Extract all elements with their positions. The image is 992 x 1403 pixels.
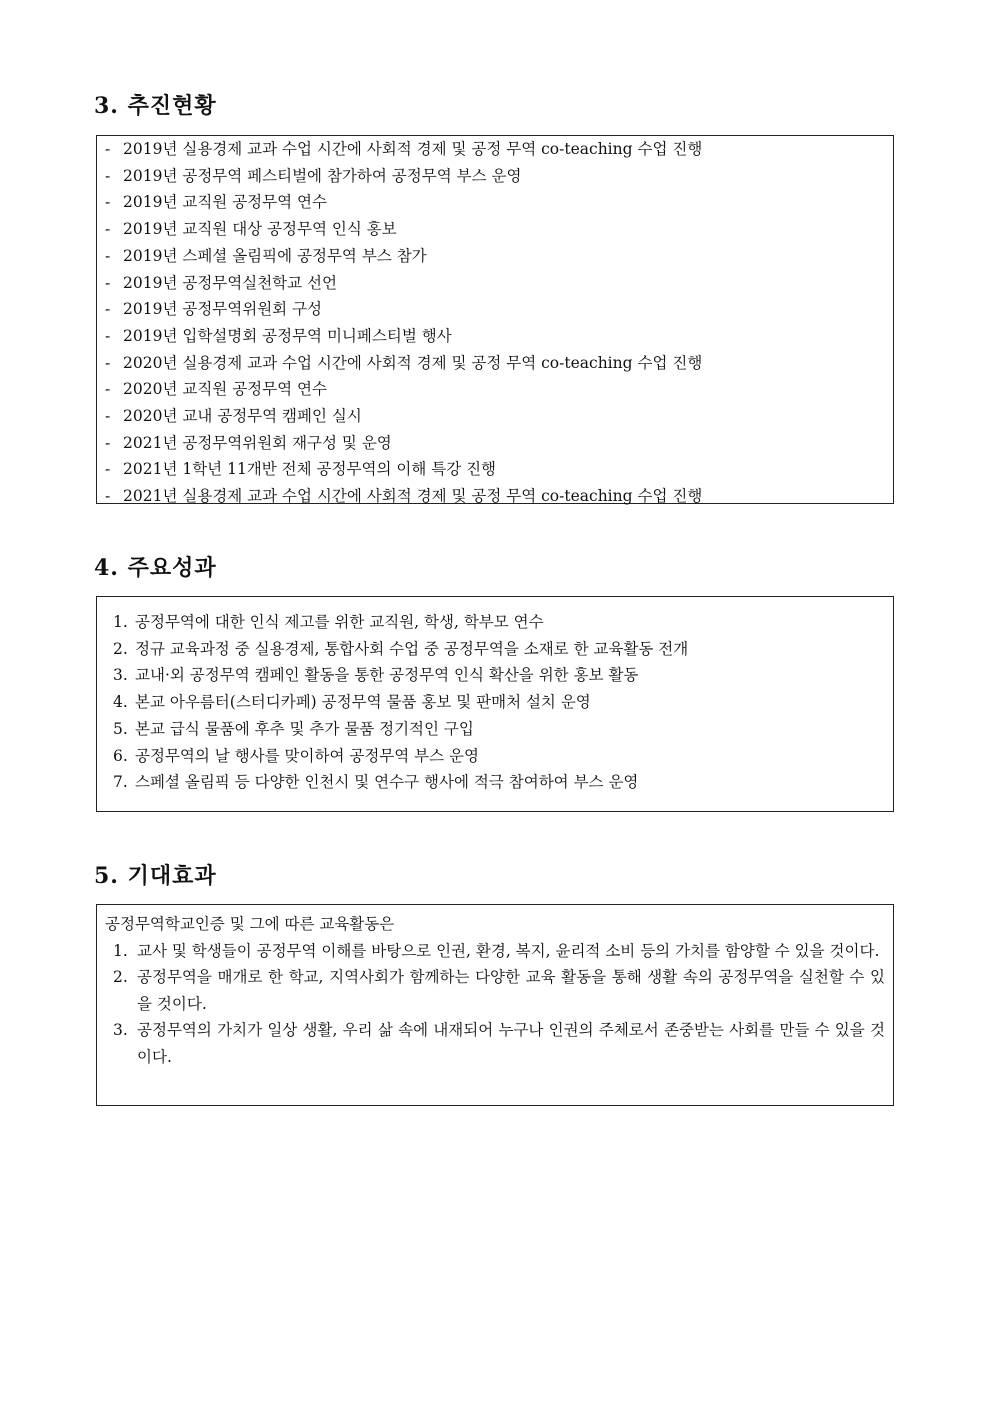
effect-text: 공정무역의 가치가 일상 생활, 우리 삶 속에 내재되어 누구나 인권의 주체로서 존중받는 사회를 만들 수 있을 것이다. [137, 1021, 885, 1066]
status-item [97, 296, 893, 323]
achievements-box [96, 596, 894, 812]
achievement-number: 2. [113, 639, 128, 658]
achievement-item [97, 689, 893, 716]
effects-list [97, 938, 893, 1071]
effect-item [97, 938, 893, 965]
status-item-text: 2021년 1학년 11개반 전체 공정무역의 이해 특강 진행 [123, 460, 497, 479]
dash-bullet: - [105, 246, 111, 265]
dash-bullet: - [105, 273, 111, 292]
effect-text: 공정무역을 매개로 한 학교, 지역사회가 함께하는 다양한 교육 활동을 통해 생활 속의 공정무역을 실천할 수 있을 것이다. [137, 968, 885, 1013]
achievement-text: 공정무역의 날 행사를 맞이하여 공정무역 부스 운영 [135, 746, 479, 765]
effect-item [97, 1017, 893, 1070]
dash-bullet: - [105, 193, 111, 212]
status-box [96, 135, 894, 504]
status-item-text: 2019년 공정무역실천학교 선언 [123, 273, 338, 292]
status-item [97, 483, 893, 510]
status-item-text: 2019년 교직원 대상 공정무역 인식 홍보 [123, 220, 397, 239]
section-title-status: 3. 추진현황 [94, 93, 217, 119]
effects-intro: 공정무역학교인증 및 그에 따른 교육활동은 [105, 915, 395, 933]
dash-bullet: - [105, 326, 111, 345]
status-item [97, 243, 893, 270]
status-item-text: 2019년 스페셜 올림픽에 공정무역 부스 참가 [123, 246, 427, 265]
dash-bullet: - [105, 407, 111, 426]
achievements-list [97, 609, 893, 796]
status-item [97, 189, 893, 216]
dash-bullet: - [105, 380, 111, 399]
dash-bullet: - [105, 460, 111, 479]
effects-box [96, 904, 894, 1106]
status-item [97, 216, 893, 243]
section-title-achievements: 4. 주요성과 [94, 555, 217, 581]
status-item-text: 2021년 공정무역위원회 재구성 및 운영 [123, 433, 392, 452]
effect-number: 2. [113, 968, 128, 986]
effect-number: 3. [113, 1021, 128, 1039]
dash-bullet: - [105, 433, 111, 452]
effect-number: 1. [113, 941, 128, 960]
effect-text: 교사 및 학생들이 공정무역 이해를 바탕으로 인권, 환경, 복지, 윤리적 소비 등의 가치를 함양할 수 있을 것이다. [137, 941, 880, 960]
achievement-number: 6. [113, 746, 128, 765]
achievement-text: 정규 교육과정 중 실용경제, 통합사회 수업 중 공정무역을 소재로 한 교육활동 전개 [135, 639, 689, 658]
status-item-text: 2019년 실용경제 교과 수업 시간에 사회적 경제 및 공정 무역 co-teaching 수업 진행 [123, 140, 703, 158]
achievement-item [97, 769, 893, 796]
achievement-number: 3. [113, 666, 128, 685]
section-title-effects: 5. 기대효과 [94, 863, 217, 889]
status-item [97, 376, 893, 403]
dash-bullet: - [105, 353, 111, 372]
status-item [97, 350, 893, 377]
achievement-number: 1. [113, 613, 128, 631]
status-item [97, 403, 893, 430]
dash-bullet: - [105, 487, 111, 506]
achievement-text: 스페셜 올림픽 등 다양한 인천시 및 연수구 행사에 적극 참여하여 부스 운영 [135, 773, 639, 792]
status-item [97, 270, 893, 297]
achievement-item [97, 609, 893, 636]
achievement-text: 본교 급식 물품에 후추 및 추가 물품 정기적인 구입 [135, 719, 474, 738]
effect-item [97, 964, 893, 1017]
status-item-text: 2021년 실용경제 교과 수업 시간에 사회적 경제 및 공정 무역 co-teaching 수업 진행 [123, 487, 703, 506]
dash-bullet: - [105, 300, 111, 319]
status-item-text: 2019년 입학설명회 공정무역 미니페스티벌 행사 [123, 326, 452, 345]
status-item-text: 2019년 공정무역위원회 구성 [123, 300, 323, 319]
achievement-text: 공정무역에 대한 인식 제고를 위한 교직원, 학생, 학부모 연수 [135, 613, 544, 631]
achievement-number: 4. [113, 693, 128, 712]
achievement-text: 본교 아우름터(스터디카페) 공정무역 물품 홍보 및 판매처 설치 운영 [135, 693, 591, 712]
achievement-item [97, 662, 893, 689]
status-item [97, 323, 893, 350]
status-item-text: 2020년 교내 공정무역 캠페인 실시 [123, 407, 362, 426]
dash-bullet: - [105, 140, 111, 158]
status-item-text: 2020년 실용경제 교과 수업 시간에 사회적 경제 및 공정 무역 co-teaching 수업 진행 [123, 353, 703, 372]
achievement-number: 7. [113, 773, 128, 792]
dash-bullet: - [105, 220, 111, 239]
achievement-number: 5. [113, 719, 128, 738]
status-item-text: 2019년 교직원 공정무역 연수 [123, 193, 327, 212]
dash-bullet: - [105, 166, 111, 185]
status-item [97, 136, 893, 163]
status-list [97, 136, 893, 510]
status-item [97, 430, 893, 457]
status-item-text: 2020년 교직원 공정무역 연수 [123, 380, 327, 399]
status-item-text: 2019년 공정무역 페스티벌에 참가하여 공정무역 부스 운영 [123, 166, 522, 185]
achievement-text: 교내·외 공정무역 캠페인 활동을 통한 공정무역 인식 확산을 위한 홍보 활동 [135, 666, 639, 685]
achievement-item [97, 743, 893, 770]
status-item [97, 456, 893, 483]
status-item [97, 163, 893, 190]
achievement-item [97, 636, 893, 663]
achievement-item [97, 716, 893, 743]
